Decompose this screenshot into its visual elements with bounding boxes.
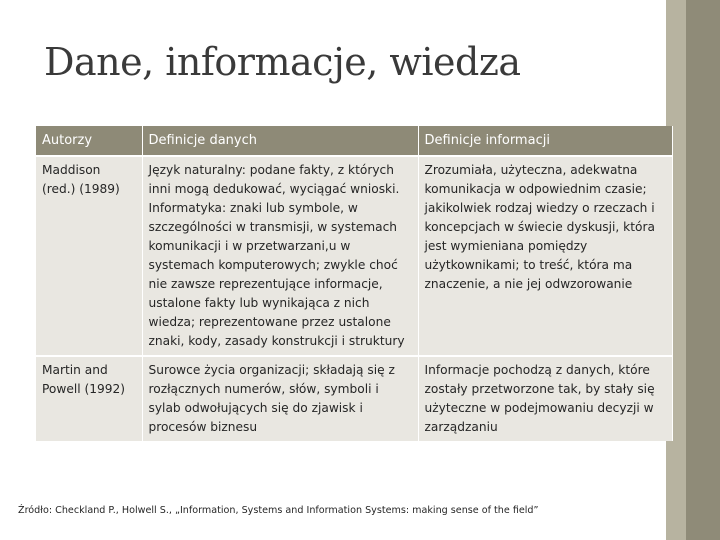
cell-data-definition: Surowce życia organizacji; składają się z rozłącznych numerów, słów, symboli i sylab odwołujących się do zjawisk i procesów biznesu — [142, 356, 418, 441]
table-row — [36, 156, 672, 356]
table-row — [36, 356, 672, 441]
cell-information-definition: Zrozumiała, użyteczna, adekwatna komunikacja w odpowiednim czasie; jakikolwiek rodzaj wiedzy o rzeczach i koncepcjach w świecie dyskusji, która jest wymieniana pomiędzy użytkownikami; to treść, która ma znaczenie, a nie jej odwzorowanie — [418, 156, 672, 356]
decorative-side-bar — [666, 0, 720, 540]
table-header-row — [36, 126, 672, 156]
header-data-definitions: Definicje danych — [142, 126, 418, 156]
header-information-definitions: Definicje informacji — [418, 126, 672, 156]
cell-data-definition: Język naturalny: podane fakty, z których inni mogą dedukować, wyciągać wnioski. Informatyka: znaki lub symbole, w szczególności w transmisji, w systemach komunikacji i w przetwarzani,u w systemach komputerowych; zwykle choć nie zawsze reprezentujące informacje, ustalone fakty lub wynikająca z nich wiedza; reprezentowane przez ustalone znaki, kody, zasady konstrukcji i struktury — [142, 156, 418, 356]
cell-author: Maddison (red.) (1989) — [36, 156, 142, 356]
definitions-table — [36, 126, 673, 441]
source-citation: Źródło: Checkland P., Holwell S., „Information, Systems and Information Systems: making sense of the field” — [18, 505, 539, 516]
header-authors: Autorzy — [36, 126, 142, 156]
cell-information-definition: Informacje pochodzą z danych, które zostały przetworzone tak, by stały się użyteczne w podejmowaniu decyzji w zarządzaniu — [418, 356, 672, 441]
slide-title: Dane, informacje, wiedza — [44, 40, 521, 84]
cell-author: Martin and Powell (1992) — [36, 356, 142, 441]
